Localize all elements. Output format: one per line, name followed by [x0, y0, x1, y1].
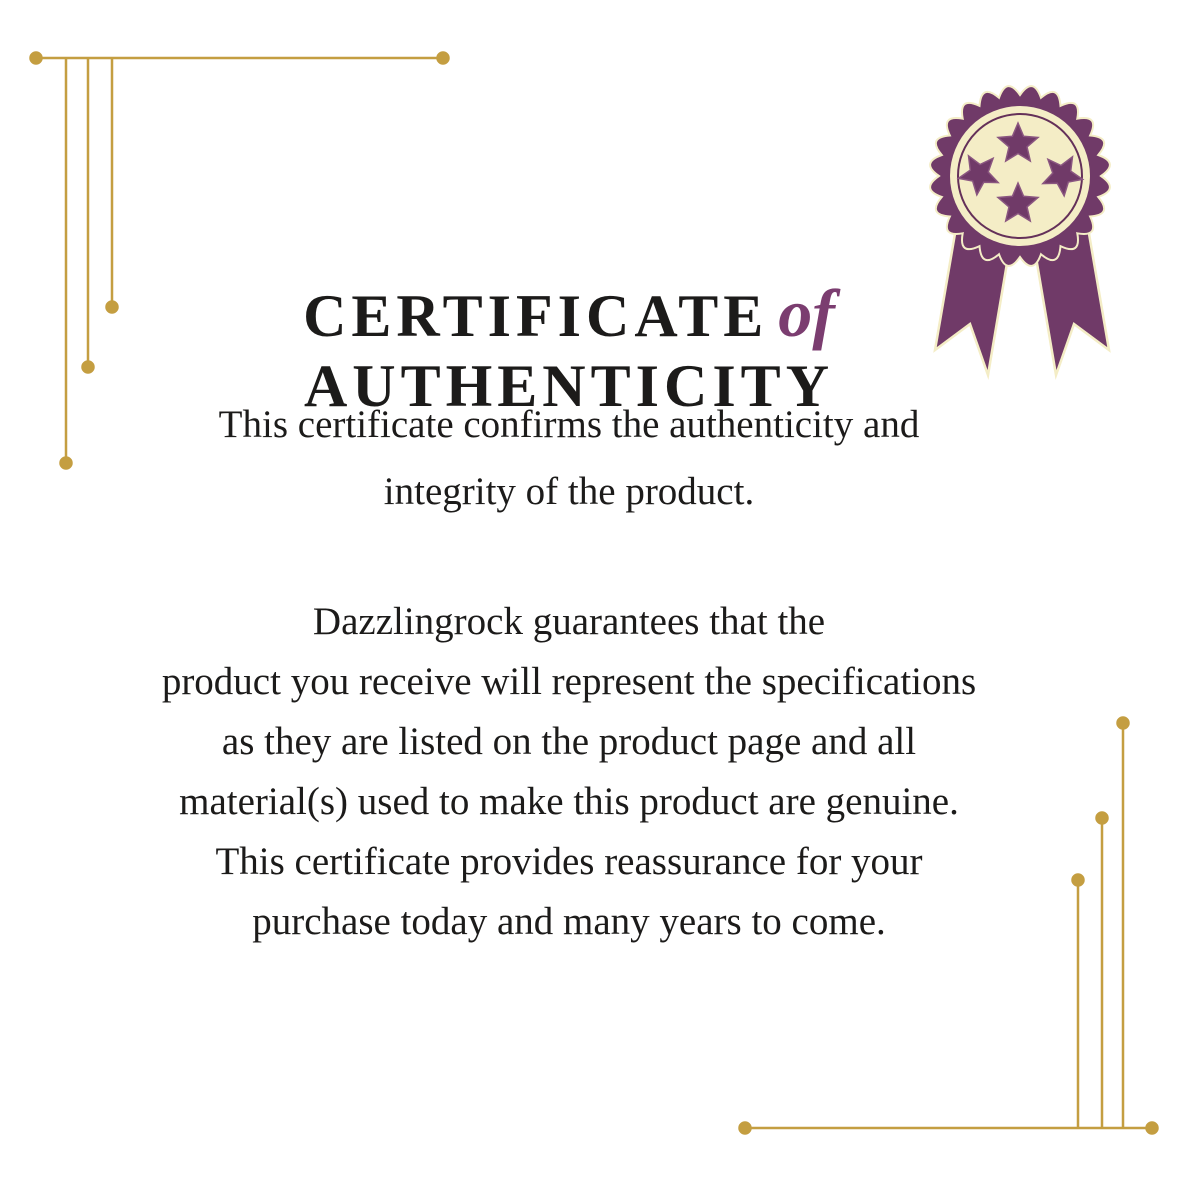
body-line: product you receive will represent the specifications — [161, 660, 977, 703]
certificate-body — [0, 592, 1138, 952]
ornament-dot — [1147, 1123, 1158, 1134]
body-line: as they are listed on the product page and all — [221, 720, 917, 763]
body-line: Dazzlingrock guarantees that the — [312, 600, 826, 643]
title-word-certificate: CERTIFICATE — [303, 283, 769, 350]
body-line: This certificate provides reassurance for your — [215, 840, 923, 883]
certificate-subtitle — [0, 391, 1138, 525]
body-line: purchase today and many years to come. — [252, 900, 886, 943]
title-word-of: of — [778, 275, 835, 352]
title-word-authenticity: AUTHENTICITY — [303, 353, 835, 420]
body-line: material(s) used to make this product are genuine. — [179, 780, 959, 823]
subtitle-line: integrity of the product. — [383, 470, 755, 513]
subtitle-line: This certificate confirms the authenticity and — [218, 403, 920, 446]
